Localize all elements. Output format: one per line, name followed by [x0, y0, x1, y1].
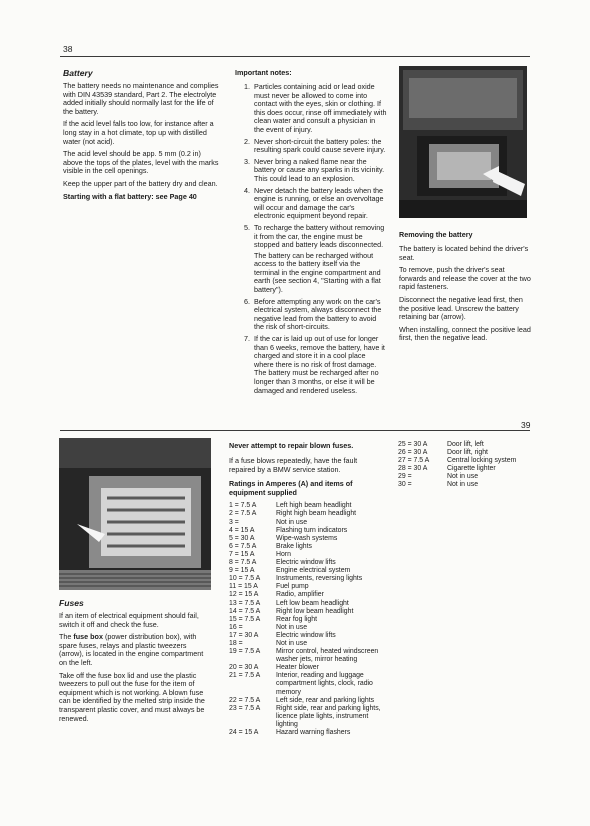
- fuse-description: Interior, reading and luggage compartment lights, clock, radio memory: [276, 672, 373, 696]
- fuse-rating: 5 = 30 A: [229, 534, 255, 542]
- fuse-rating: 17 = 30 A: [229, 631, 259, 639]
- fuse-rating: 19 = 7.5 A: [229, 648, 261, 656]
- removing-paragraph: The battery is located behind the driver's seat.: [399, 244, 529, 262]
- fuse-description: Right high beam headlight: [276, 510, 357, 518]
- fuse-description: Engine electrical system: [276, 567, 351, 575]
- fuse-description: Horn: [276, 550, 291, 558]
- fuse-description: Radio, amplifier: [276, 591, 324, 599]
- note-item-extra: The battery can be recharged without access to the battery itself via the terminal in the engine compartment and earth (see section 4, "Starting with a flat battery").: [254, 250, 381, 295]
- fuse-row: [229, 519, 385, 527]
- fuse-row: [229, 608, 385, 616]
- repair-warning-title: Never attempt to repair blown fuses.: [229, 441, 354, 450]
- fuse-description: Rear fog light: [276, 615, 317, 623]
- removing-title: Removing the battery: [399, 230, 473, 239]
- removing-paragraph: When installing, connect the positive lead first, then the negative lead.: [399, 324, 531, 343]
- battery-section: [63, 68, 221, 205]
- fuse-rating: 29 =: [398, 473, 412, 481]
- fuse-description: Fuel pump: [276, 583, 309, 591]
- fuse-description: Hazard warning flashers: [276, 729, 351, 736]
- fuse-rating: 14 = 7.5 A: [229, 607, 261, 615]
- fuse-row: [229, 502, 385, 510]
- fuse-row: [229, 672, 385, 696]
- fuse-row: [229, 591, 385, 599]
- fuse-row: [398, 481, 532, 489]
- fuse-description: Not in use: [276, 518, 308, 526]
- fuse-box-photo-image: [59, 438, 211, 590]
- notes-list: [235, 83, 387, 395]
- note-item: 3. Never bring a naked flame near the battery or cause any sparks in its vicinity. This could lead to an explosion.: [252, 158, 387, 184]
- battery-photo-image: [399, 66, 527, 218]
- fuse-rating: 24 = 15 A: [229, 729, 259, 736]
- fuse-rating: 20 = 30 A: [229, 664, 259, 672]
- important-notes: [235, 68, 387, 398]
- fuse-rating: 7 = 15 A: [229, 550, 255, 558]
- fuse-row: [229, 600, 385, 608]
- fuse-rating: 8 = 7.5 A: [229, 559, 257, 567]
- fuse-box-paragraph: The fuse box (power distribution box), with spare fuses, relays and plastic tweezers (arrow), is located in the engine compartment on the left.: [59, 632, 204, 667]
- fuse-description: Electric window lifts: [276, 559, 336, 567]
- note-item: 4. Never detach the battery leads when the engine is running, or else an overvoltage will occur and damage the car's electronic equipment beyond repair.: [252, 187, 387, 221]
- fuse-row: [398, 441, 532, 449]
- fuse-rating: 23 = 7.5 A: [229, 704, 261, 712]
- fuse-list: [398, 441, 532, 490]
- fuse-rating: 6 = 7.5 A: [229, 542, 257, 550]
- note-item: 2. Never short-circuit the battery poles: the resulting spark could cause severe injury.: [252, 138, 387, 155]
- removing-paragraph: Disconnect the negative lead first, then the positive lead. Unscrew the battery retaining bar (arrow).: [399, 294, 523, 322]
- fuse-ratings-section: [229, 441, 385, 737]
- fuse-description: Cigarette lighter: [447, 465, 496, 473]
- battery-paragraph: The battery needs no maintenance and complies with DIN 43539 standard, Part 2. The electrolyte added initially should normally last for the life of the battery.: [63, 81, 219, 116]
- fuse-description: Mirror control, heated windscreen washer jets, mirror heating: [276, 648, 379, 664]
- fuse-row: [229, 567, 385, 575]
- fuse-rating: 26 = 30 A: [398, 449, 428, 457]
- fuse-description: Left high beam headlight: [276, 502, 352, 510]
- fuse-row: [398, 457, 532, 465]
- fuse-rating: 15 = 7.5 A: [229, 615, 261, 623]
- page-number-top: 38: [63, 44, 73, 54]
- battery-paragraph: Keep the upper part of the battery dry and clean.: [63, 178, 218, 188]
- battery-paragraph: If the acid level falls too low, for instance after a long stay in a hot climate, top up with distilled water (not acid).: [63, 119, 214, 146]
- fuse-rating: 3 =: [229, 518, 239, 526]
- fuse-rating: 12 = 15 A: [229, 591, 259, 599]
- fuse-description: Door lift, right: [447, 449, 488, 457]
- fuse-rating: 18 =: [229, 639, 243, 647]
- note-item: 1. Particles containing acid or lead oxide must never be allowed to come into contact with the eyes, skin or clothing. If this does occur, rinse off immediately with clean water and consult a physician in the event of injury.: [252, 83, 387, 135]
- fuse-row: [229, 510, 385, 518]
- fuse-description: Not in use: [447, 473, 479, 481]
- fuses-section: [59, 598, 211, 727]
- removing-battery-section: [399, 230, 532, 347]
- fuse-rating: 4 = 15 A: [229, 526, 255, 534]
- fuse-row: [229, 543, 385, 551]
- note-item: 7. If the car is laid up out of use for longer than 6 weeks, remove the battery, have it charged and store it in a cool place where there is no risk of frost damage. The battery must be recharged after no longer than 3 months, or else it will be damaged and rendered useless.: [252, 335, 387, 395]
- fuse-description: Not in use: [276, 623, 308, 631]
- fuse-description: Left low beam headlight: [276, 599, 349, 607]
- fuse-row: [229, 632, 385, 640]
- fuse-description: Door lift, left: [447, 441, 484, 448]
- fuse-rating: 1 = 7.5 A: [229, 502, 257, 510]
- top-rule: [60, 56, 530, 57]
- fuse-rating: 27 = 7.5 A: [398, 457, 430, 465]
- fuse-row: [398, 449, 532, 457]
- fuse-row: [229, 648, 385, 664]
- fuse-description: Not in use: [447, 481, 479, 489]
- fuse-description: Not in use: [276, 639, 308, 647]
- fuse-row: [229, 729, 385, 737]
- fuse-row: [229, 583, 385, 591]
- fuse-row: [229, 535, 385, 543]
- fuse-description: Electric window lifts: [276, 631, 336, 639]
- fuse-description: Right side, rear and parking lights, licence plate lights, instrument lighting: [276, 704, 381, 728]
- fuses-paragraph: If an item of electrical equipment should fail, switch it off and check the fuse.: [59, 611, 199, 629]
- fuse-row: [229, 640, 385, 648]
- fuse-row: [229, 527, 385, 535]
- fuse-rating: 13 = 7.5 A: [229, 599, 261, 607]
- note-item: 5. To recharge the battery without removing it from the car, the engine must be stopped and battery leads disconnected. The battery can be recharged without access to the battery itself via the terminal in the engine compartment and earth (see section 4, "Starting with a flat battery").: [252, 224, 387, 295]
- fuse-row: [398, 473, 532, 481]
- fuse-rating: 16 =: [229, 623, 243, 631]
- fuse-row: [229, 705, 385, 729]
- fuse-description: Heater blower: [276, 664, 319, 672]
- fuse-description: Instruments, reversing lights: [276, 575, 363, 583]
- fuse-description: Right low beam headlight: [276, 607, 354, 615]
- note-item: 6. Before attempting any work on the car's electrical system, always disconnect the negative lead from the battery to avoid the risk of short-circuits.: [252, 298, 387, 332]
- fuse-description: Flashing turn indicators: [276, 526, 348, 534]
- fuse-rating: 2 = 7.5 A: [229, 510, 257, 518]
- fuse-description: Central locking system: [447, 457, 517, 465]
- fuse-rating: 30 =: [398, 481, 412, 489]
- fuses-title: Fuses: [59, 598, 84, 608]
- fuse-description: Brake lights: [276, 542, 313, 550]
- fuses-paragraph: Take off the fuse box lid and use the plastic tweezers to pull out the fuse for the item of equipment which is not working. A blown fuse can be identified by the melted strip inside the transparent plastic cover, and must always be renewed.: [59, 670, 205, 723]
- fuse-row: [229, 575, 385, 583]
- fuse-rating: 21 = 7.5 A: [229, 672, 261, 680]
- page-number-bottom: 39: [521, 420, 531, 430]
- notes-title: Important notes:: [235, 68, 292, 77]
- removing-paragraph: To remove, push the driver's seat forwards and release the cover at the two rapid fasteners.: [399, 265, 531, 292]
- fuse-row: [229, 624, 385, 632]
- fuse-row: [229, 551, 385, 559]
- fuse-row: [229, 697, 385, 705]
- fuse-description: Wipe-wash systems: [276, 534, 338, 542]
- ratings-title: Ratings in Amperes (A) and items of equipment supplied: [229, 479, 353, 497]
- fuse-rating: 28 = 30 A: [398, 465, 428, 473]
- fuse-row: [229, 559, 385, 567]
- fuse-row: [229, 616, 385, 624]
- fuse-rating: 22 = 7.5 A: [229, 696, 261, 704]
- battery-paragraph: The acid level should be app. 5 mm (0.2 in) above the tops of the plates, level with the marks visible in the cell openings.: [63, 149, 219, 176]
- fuse-list-continued: [398, 441, 532, 490]
- fuse-rating: 10 = 7.5 A: [229, 575, 261, 583]
- battery-title: Battery: [63, 68, 93, 78]
- battery-photo: [399, 66, 527, 218]
- fuse-row: [229, 664, 385, 672]
- fuse-list: [229, 502, 385, 737]
- fuse-rating: 11 = 15 A: [229, 583, 258, 591]
- fuse-rating: 9 = 15 A: [229, 567, 255, 575]
- fuse-rating: 25 = 30 A: [398, 441, 428, 448]
- fuse-box-photo: [59, 438, 211, 590]
- bottom-rule: [60, 430, 530, 431]
- fuse-row: [398, 465, 532, 473]
- fuse-description: Left side, rear and parking lights: [276, 696, 375, 704]
- flat-battery-reference: Starting with a flat battery: see Page 40: [63, 191, 197, 201]
- repair-text: If a fuse blows repeatedly, have the fault repaired by a BMW service station.: [229, 456, 358, 474]
